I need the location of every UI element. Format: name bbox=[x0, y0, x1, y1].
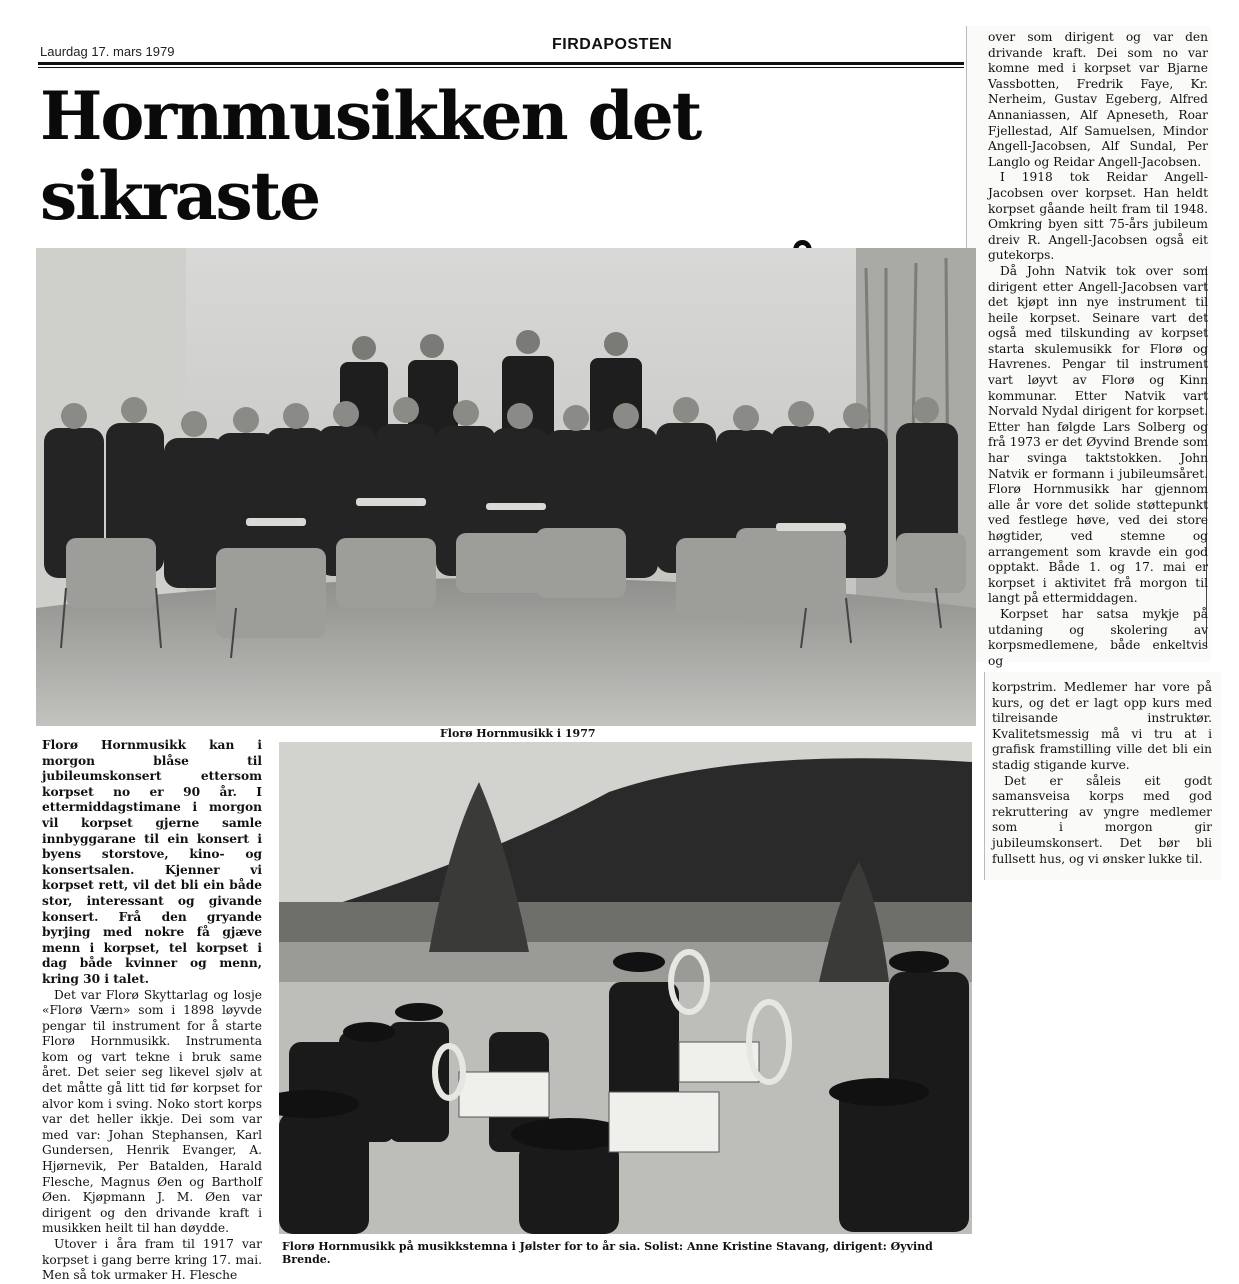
header-rule bbox=[38, 62, 964, 65]
left-column-text bbox=[42, 738, 262, 1284]
photo-2-caption: Florø Hornmusikk på musikkstemna i Jølster for to år sia. Solist: Anne Kristine Stavang, dirigent: Øyvind Brende. bbox=[282, 1240, 933, 1266]
paragraph: Korpset har satsa mykje på utdaning og skolering av korpsmedlemene, både enkeltvis og bbox=[988, 606, 1208, 668]
lead-paragraph: Florø Hornmusikk kan i morgon blåse til jubileumskonsert ettersom korpset no er 90 år. I ettermiddagstimane i morgon vil korpset gjerne samle innbyggarane til ein konsert i byens storstove, kino- og konsertsalen. Kjenner vi korpset rett, vil det bli ein både stor, interessant og givande konsert. Frå den gryande byrjing med nokre få gjæve menn i korpset, tel korpset i dag både kvinner og menn, kring 30 i talet. bbox=[42, 738, 262, 986]
paragraph: Det er såleis eit godt samansveisa korps med god rekruttering av yngre medlemer som i morgon gir jubileumskonsert. Det bør bli fullsett hus, og vi ønsker lukke til. bbox=[992, 773, 1212, 866]
newspaper-name: FIRDAPOSTEN bbox=[552, 36, 673, 53]
headline-line-1: Hornmusikken det sikraste bbox=[40, 77, 701, 235]
paragraph: Utover i åra fram til 1917 var korpset i gang berre kring 17. mai. Men så tok urmaker H. Flesche bbox=[42, 1237, 262, 1283]
issue-date: Laurdag 17. mars 1979 bbox=[40, 44, 175, 59]
paragraph: Då John Natvik tok over som dirigent etter Angell-Jacobsen vart det kjøpt inn nye instrument til heile korpset. Seinare vart det også med tilskunding av korpset starta skulemusikk for Florø og Havrenes. Pengar til instrument vart løyvt av Florø og Kinn kommunar. Etter Natvik vart Norvald Nydal dirigent for korpset. Etter han følgde Lars Solberg og frå 1973 er det Øyvind Brende som har svinga taktstokken. John Natvik er formann i jubileumsåret. Florø Hornmusikk har gjennom alle år vore det solide støttepunkt ved festlege høve, ved dei store høgtider, ved stemne og arrangement som kravde ein god opptakt. Både 1. og 17. mai er korpset i aktivitet frå morgon til langt på ettermiddagen. bbox=[988, 263, 1208, 606]
paragraph: over som dirigent og var den drivande kraft. Dei som no var komne med i korpset var Bjarne Vassbotten, Fredrik Faye, Kr. Nerheim, Gustav Egeberg, Alfred Annaniassen, Alf Apneseth, Roar Fjellestad, Alf Samuelsen, Mindor Angell-Jacobsen, Alf Sundal, Per Langlo og Reidar Angell-Jacobsen. bbox=[988, 30, 1208, 169]
band-photo-outdoor bbox=[279, 742, 972, 1234]
paragraph: Det var Florø Skyttarlag og losje «Florø Værn» som i 1898 løyvde pengar til instrument for å starte Florø Hornmusikk. Instrumenta kom og vart tekne i bruk same året. Det seier seg likevel sjølv at det måtte gå litt tid før korpset for alvor kom i sving. Noko stort korps var det heller ikkje. Dei som var med var: Johan Stephansen, Karl Gundersen, Henrik Evanger, A. Hjørnevik, Per Batalden, Harald Flesche, Magnus Øen og Bartholf Øen. Kjøpmann J. M. Øen var dirigent og den drivande kraft i musikken heilt til han døydde. bbox=[42, 987, 262, 1236]
right-column-top-text bbox=[986, 30, 1210, 669]
paragraph: korpstrim. Medlemer har vore på kurs, og det er lagt opp kurs med tilreisande instruktør. Kvalitetsmessig må vi tru at i grafisk framstilling ville det bli ein stadig stigande kurve. bbox=[992, 680, 1212, 772]
header-rule-thin bbox=[38, 67, 964, 68]
right-column-bottom-text bbox=[990, 680, 1214, 867]
band-photo-1977 bbox=[36, 248, 976, 726]
paragraph: I 1918 tok Reidar Angell-Jacobsen over korpset. Han heldt korpset gåande heilt fram til 1948. Omkring byen sitt 75-års jubileum dreiv R. Angell-Jacobsen også eit gutekorps. bbox=[988, 170, 1208, 263]
photo-1-caption: Florø Hornmusikk i 1977 bbox=[440, 727, 596, 740]
